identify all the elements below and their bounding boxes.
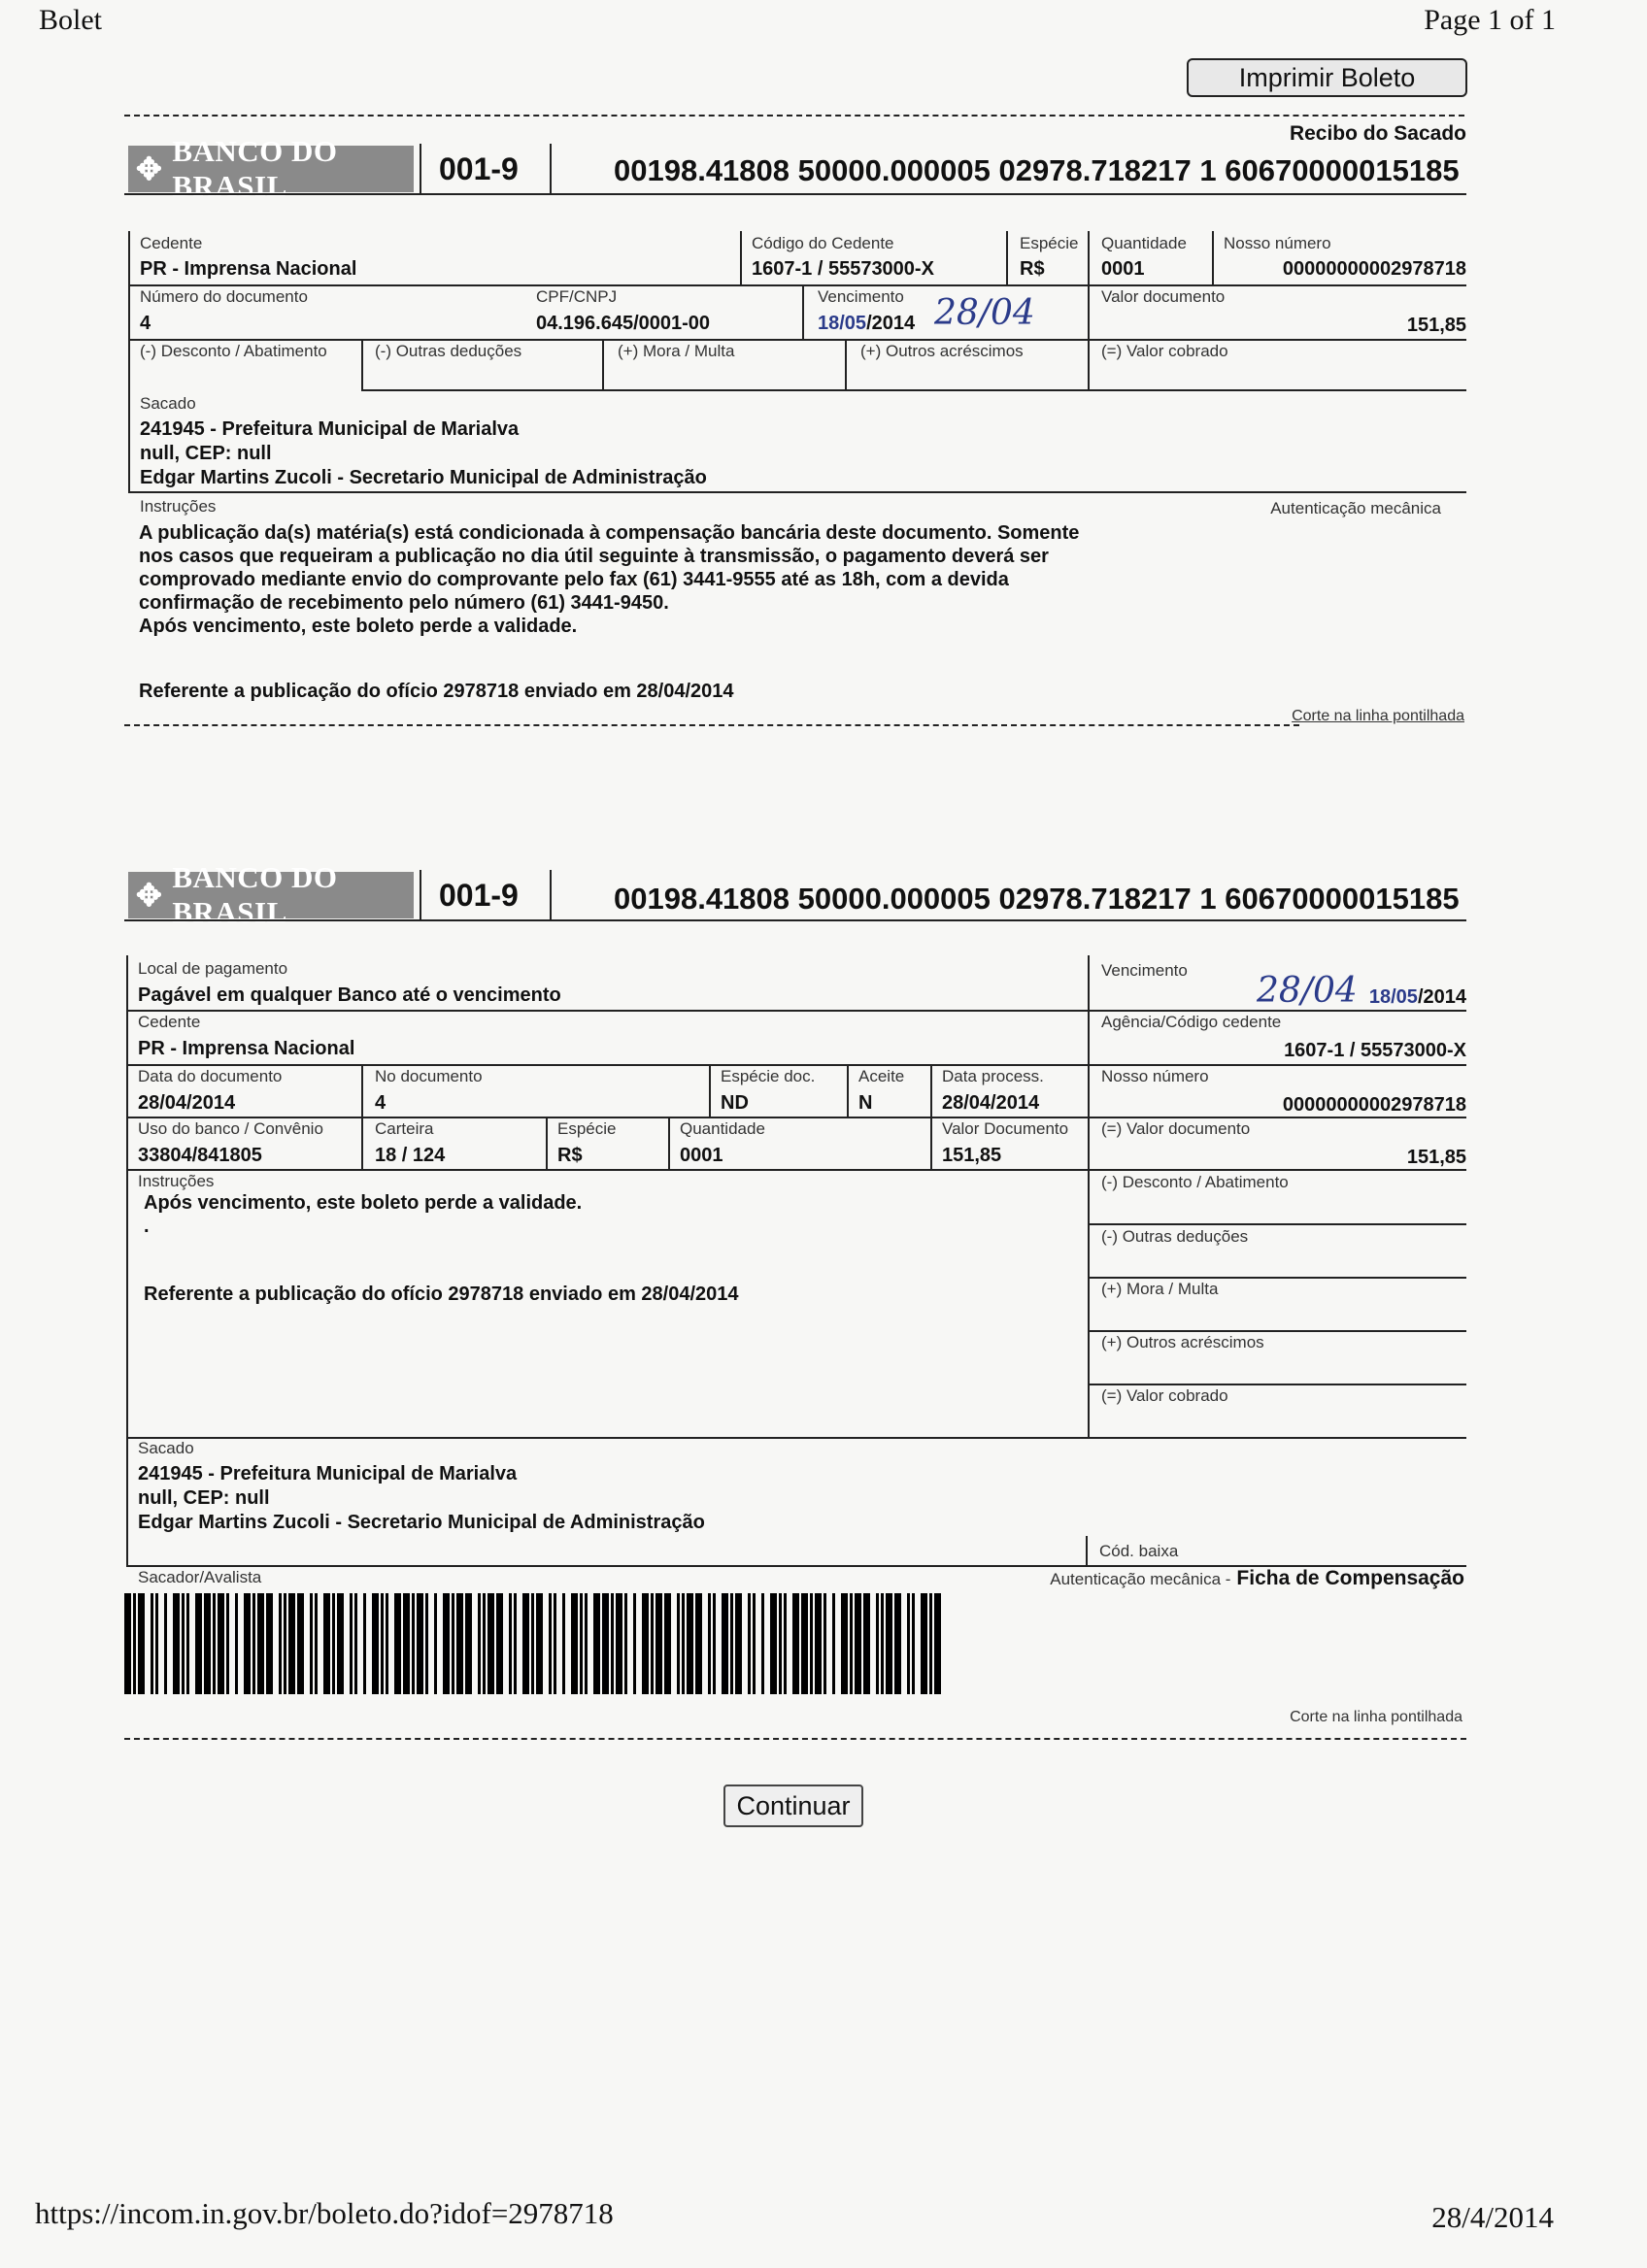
valor-documento-label-2: (=) Valor documento	[1101, 1119, 1251, 1138]
instrucao-line-2: nos casos que requeiram a publicação no dia útil seguinte à transmissão, o pagamento deverá ser	[139, 546, 1049, 567]
digitable-line: 00198.41808 50000.000005 02978.718217 1 60670000015185	[614, 153, 1460, 187]
cedente-value: PR - Imprensa Nacional	[140, 258, 357, 280]
print-header-title: Bolet	[39, 4, 102, 36]
barcode-bar	[894, 1593, 901, 1694]
bank-code: 001-9	[439, 151, 519, 186]
instrucao-line-1: A publicação da(s) matéria(s) está condicionada à compensação bancária deste documento. Somente	[139, 522, 1080, 544]
vencimento-label-2: Vencimento	[1101, 961, 1188, 980]
barcode-bar	[204, 1593, 211, 1694]
data-documento-value: 28/04/2014	[138, 1092, 236, 1114]
print-header-page: Page 1 of 1	[1424, 4, 1556, 36]
barcode-bar	[218, 1593, 224, 1694]
data-documento-label: Data do documento	[138, 1067, 283, 1085]
barcode-bar	[841, 1593, 848, 1694]
especie-doc-value: ND	[721, 1092, 749, 1114]
barcode-bar	[770, 1593, 777, 1694]
barcode-bar	[195, 1593, 202, 1694]
local-pagamento-value: Pagável em qualquer Banco até o vencimento	[138, 984, 561, 1006]
especie-label-2: Espécie	[557, 1119, 617, 1138]
cedente-label: Cedente	[140, 234, 203, 252]
barcode-bar	[735, 1593, 742, 1694]
barcode-bar	[616, 1593, 622, 1694]
footer-date: 28/4/2014	[1431, 2200, 1554, 2234]
outras-deducoes-label: (-) Outras deduções	[375, 342, 522, 360]
barcode-bar	[792, 1593, 799, 1694]
barcode-bar	[886, 1593, 892, 1694]
barcode-bar	[124, 1593, 131, 1694]
especie-value-2: R$	[557, 1145, 583, 1166]
barcode-bar	[921, 1593, 927, 1694]
footer-url: https://incom.in.gov.br/boleto.do?idof=2978718	[35, 2196, 614, 2230]
top-cut-line	[124, 115, 1464, 117]
barcode-bar	[801, 1593, 808, 1694]
barcode-bar	[443, 1593, 450, 1694]
quantidade-value-2: 0001	[680, 1145, 723, 1166]
barcode-bar	[722, 1593, 728, 1694]
barcode-space	[941, 1593, 942, 1694]
aceite-value: N	[858, 1092, 873, 1114]
ficha-compensacao-title: Ficha de Compensação	[1236, 1567, 1464, 1589]
barcode-bar	[138, 1593, 145, 1694]
nosso-numero-value-2: 00000000002978718	[1282, 1094, 1466, 1116]
local-pagamento-label: Local de pagamento	[138, 959, 288, 978]
no-documento-value: 4	[375, 1092, 387, 1114]
bank-logo-2	[128, 860, 414, 929]
instrucao-line-3: comprovado mediante envio do comprovante pelo fax (61) 3441-9555 até as 18h, com a devida	[139, 569, 1009, 590]
barcode-bar	[863, 1593, 870, 1694]
barcode-bar	[337, 1593, 344, 1694]
uso-banco-label: Uso do banco / Convênio	[138, 1119, 323, 1138]
sacado-line-1: 241945 - Prefeitura Municipal de Marialva	[140, 418, 520, 440]
desconto-label: (-) Desconto / Abatimento	[140, 342, 327, 360]
outros-acrescimos-label: (+) Outros acréscimos	[860, 342, 1024, 360]
barcode-bar	[173, 1593, 180, 1694]
outros-acrescimos-label-2: (+) Outros acréscimos	[1101, 1333, 1264, 1351]
bank-name-2: BANCO DO BRASIL	[172, 860, 338, 929]
bank-logo-icon-2: ✥	[136, 878, 163, 913]
instrucao-line-5: Após vencimento, este boleto perde a validade.	[139, 616, 578, 637]
digitable-line-2: 00198.41808 50000.000005 02978.718217 1 60670000015185	[614, 882, 1460, 916]
outras-deducoes-label-2: (-) Outras deduções	[1101, 1227, 1249, 1246]
quantidade-label: Quantidade	[1101, 234, 1187, 252]
sacado-line-2-b: null, CEP: null	[138, 1487, 270, 1509]
quantidade-value: 0001	[1101, 258, 1145, 280]
vencimento-value-2	[1369, 986, 1466, 1009]
codigo-cedente-label: Código do Cedente	[752, 234, 894, 252]
cod-baixa-label: Cód. baixa	[1099, 1542, 1179, 1560]
barcode-bar	[496, 1593, 503, 1694]
receipt-cut-note: Corte na linha pontilhada	[1292, 708, 1464, 724]
no-documento-label: No documento	[375, 1067, 483, 1085]
barcode-bar	[687, 1593, 693, 1694]
vencimento-year: /2014	[866, 313, 916, 334]
compensacao-referente: Referente a publicação do ofício 2978718 enviado em 28/04/2014	[144, 1284, 739, 1305]
compensacao-cut-note: Corte na linha pontilhada	[1290, 1709, 1462, 1725]
cedente-label-2: Cedente	[138, 1013, 201, 1031]
barcode-bar	[465, 1593, 472, 1694]
instrucao-line-4: confirmação de recebimento pelo número (61) 3441-9450.	[139, 592, 669, 614]
carteira-label: Carteira	[375, 1119, 434, 1138]
vencimento-struck: 18/05	[818, 313, 867, 334]
bank-logo	[128, 134, 414, 203]
barcode-bar	[536, 1593, 543, 1694]
quantidade-label-2: Quantidade	[680, 1119, 765, 1138]
valor-documento-mid-value: 151,85	[942, 1145, 1002, 1166]
sacado-line-3: Edgar Martins Zucoli - Secretario Municipal de Administração	[140, 467, 707, 488]
mora-multa-label-2: (+) Mora / Multa	[1101, 1280, 1219, 1298]
barcode	[124, 1593, 942, 1694]
aceite-label: Aceite	[858, 1067, 905, 1085]
barcode-bar	[323, 1593, 330, 1694]
barcode-bar	[456, 1593, 463, 1694]
receipt-referente: Referente a publicação do ofício 2978718 enviado em 28/04/2014	[139, 681, 734, 702]
barcode-bar	[394, 1593, 401, 1694]
valor-cobrado-label-2: (=) Valor cobrado	[1101, 1386, 1228, 1405]
barcode-bar	[297, 1593, 304, 1694]
bank-logo-icon: ✥	[136, 151, 163, 186]
sacado-label: Sacado	[140, 394, 196, 413]
receipt-title: Recibo do Sacado	[1289, 122, 1466, 145]
barcode-bar	[602, 1593, 609, 1694]
codigo-cedente-value: 1607-1 / 55573000-X	[752, 258, 934, 280]
cpf-cnpj-value: 04.196.645/0001-00	[536, 313, 711, 334]
barcode-bar	[244, 1593, 251, 1694]
sacador-avalista-label: Sacador/Avalista	[138, 1568, 262, 1586]
instrucao-validade: Após vencimento, este boleto perde a validade.	[144, 1192, 583, 1214]
nosso-numero-value: 00000000002978718	[1282, 258, 1466, 280]
bank-code-2: 001-9	[439, 878, 519, 913]
agencia-label: Agência/Código cedente	[1101, 1013, 1282, 1031]
especie-label: Espécie	[1020, 234, 1079, 252]
bank-name: BANCO DO BRASIL	[172, 134, 338, 203]
sacado-line-3-b: Edgar Martins Zucoli - Secretario Municipal de Administração	[138, 1512, 705, 1533]
numero-documento-value: 4	[140, 313, 151, 334]
vencimento-struck-2: 18/05	[1368, 986, 1418, 1008]
cpf-cnpj-label: CPF/CNPJ	[536, 287, 618, 306]
barcode-bar	[855, 1593, 861, 1694]
instrucoes-label-2: Instruções	[138, 1172, 215, 1190]
nosso-numero-label-2: Nosso número	[1101, 1067, 1209, 1085]
vencimento-handwritten: 28/04	[934, 293, 1035, 333]
desconto-label-2: (-) Desconto / Abatimento	[1101, 1173, 1289, 1191]
vencimento-year-2: /2014	[1417, 986, 1466, 1008]
autenticacao-label: Autenticação mecânica	[1270, 499, 1441, 517]
valor-documento-value-2: 151,85	[1406, 1147, 1466, 1168]
barcode-bar	[522, 1593, 529, 1694]
barcode-bar	[934, 1593, 941, 1694]
barcode-bar	[815, 1593, 822, 1694]
sacado-label-2: Sacado	[138, 1439, 194, 1457]
vencimento-handwritten-2: 28/04	[1257, 971, 1358, 1011]
barcode-bar	[288, 1593, 295, 1694]
sacado-line-2: null, CEP: null	[140, 443, 272, 464]
valor-documento-value: 151,85	[1406, 315, 1466, 336]
carteira-value: 18 / 124	[375, 1145, 446, 1166]
barcode-bar	[695, 1593, 702, 1694]
barcode-bar	[642, 1593, 649, 1694]
valor-cobrado-label: (=) Valor cobrado	[1101, 342, 1228, 360]
instrucao-dot: .	[144, 1216, 150, 1237]
barcode-bar	[266, 1593, 273, 1694]
vencimento-value	[818, 313, 915, 335]
agencia-value: 1607-1 / 55573000-X	[1284, 1040, 1466, 1061]
barcode-bar	[372, 1593, 379, 1694]
barcode-bar	[403, 1593, 410, 1694]
sacado-line-1-b: 241945 - Prefeitura Municipal de Marialva	[138, 1463, 518, 1484]
uso-banco-value: 33804/841805	[138, 1145, 262, 1166]
numero-documento-label: Número do documento	[140, 287, 308, 306]
print-boleto-button[interactable]: Imprimir Boleto	[1187, 58, 1467, 97]
barcode-bar	[593, 1593, 600, 1694]
cedente-value-2: PR - Imprensa Nacional	[138, 1038, 355, 1059]
barcode-bar	[417, 1593, 423, 1694]
barcode-bar	[655, 1593, 662, 1694]
data-process-label: Data process.	[942, 1067, 1044, 1085]
especie-doc-label: Espécie doc.	[721, 1067, 816, 1085]
mora-multa-label: (+) Mora / Multa	[618, 342, 735, 360]
barcode-bar	[571, 1593, 578, 1694]
ficha-compensacao-line	[1050, 1567, 1464, 1590]
especie-value: R$	[1020, 258, 1045, 280]
instrucoes-label: Instruções	[140, 497, 217, 516]
barcode-bar	[487, 1593, 494, 1694]
data-process-value: 28/04/2014	[942, 1092, 1040, 1114]
barcode-bar	[664, 1593, 671, 1694]
valor-documento-label: Valor documento	[1101, 287, 1226, 306]
nosso-numero-label: Nosso número	[1224, 234, 1331, 252]
continue-button[interactable]: Continuar	[723, 1784, 863, 1827]
autenticacao-label-2: Autenticação mecânica -	[1050, 1570, 1231, 1588]
barcode-bar	[257, 1593, 264, 1694]
vencimento-label: Vencimento	[818, 287, 904, 306]
valor-documento-mid-label: Valor Documento	[942, 1119, 1069, 1138]
